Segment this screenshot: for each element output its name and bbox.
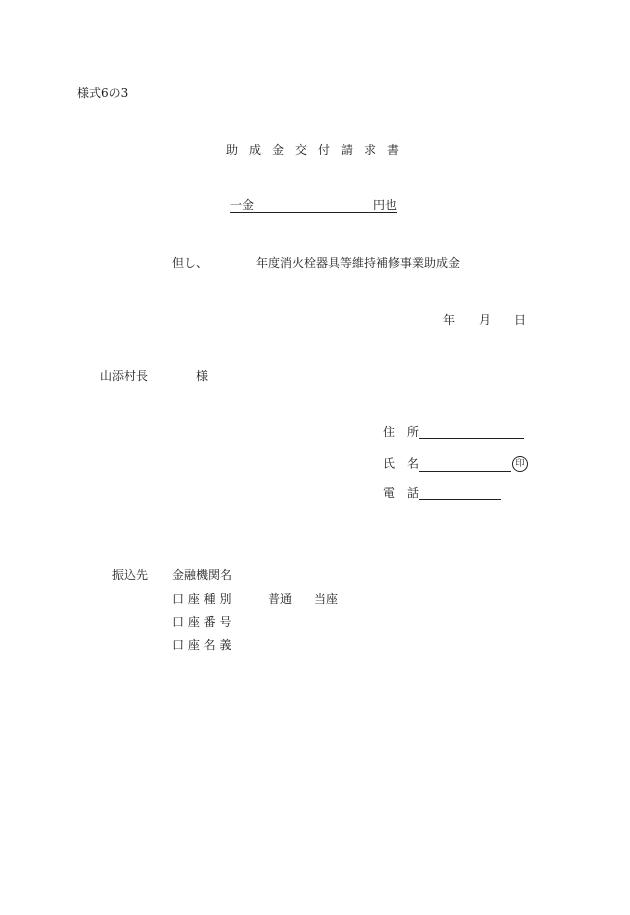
account-name-label: 口 座 名 義 — [172, 638, 232, 652]
date-year: 年 — [443, 313, 456, 327]
address-label: 住 所 — [383, 425, 420, 439]
addressee-name: 山添村長 — [100, 369, 149, 383]
proviso-text: 年度消火栓器具等維持補修事業助成金 — [256, 256, 461, 270]
account-number-label: 口 座 番 号 — [172, 615, 232, 629]
bank-institution-label: 金融機関名 — [172, 568, 233, 582]
proviso-lead: 但し、 — [172, 256, 209, 270]
applicant-phone-row — [383, 486, 501, 500]
document-title: 助成金交付請求書 — [226, 143, 411, 157]
amount-prefix: 一金 — [230, 198, 255, 212]
amount-line — [230, 198, 397, 213]
account-type-ordinary[interactable]: 普通 — [268, 592, 293, 606]
phone-field[interactable] — [419, 486, 501, 500]
name-label: 氏 名 — [383, 456, 420, 471]
account-type-label: 口 座 種 別 — [172, 592, 232, 606]
account-type-current[interactable]: 当座 — [314, 592, 339, 606]
address-field[interactable] — [419, 425, 524, 439]
addressee-honorific: 様 — [196, 369, 209, 383]
date-day: 日 — [514, 313, 527, 327]
phone-label: 電 話 — [383, 486, 420, 500]
date-month: 月 — [479, 313, 492, 327]
applicant-address-row — [383, 425, 524, 439]
bank-section-label: 振込先 — [112, 568, 149, 582]
amount-suffix: 円也 — [372, 198, 397, 212]
form-number: 様式6の3 — [77, 86, 129, 100]
seal-icon: 印 — [512, 456, 528, 472]
applicant-name-row — [383, 456, 528, 472]
name-field[interactable] — [419, 458, 511, 472]
